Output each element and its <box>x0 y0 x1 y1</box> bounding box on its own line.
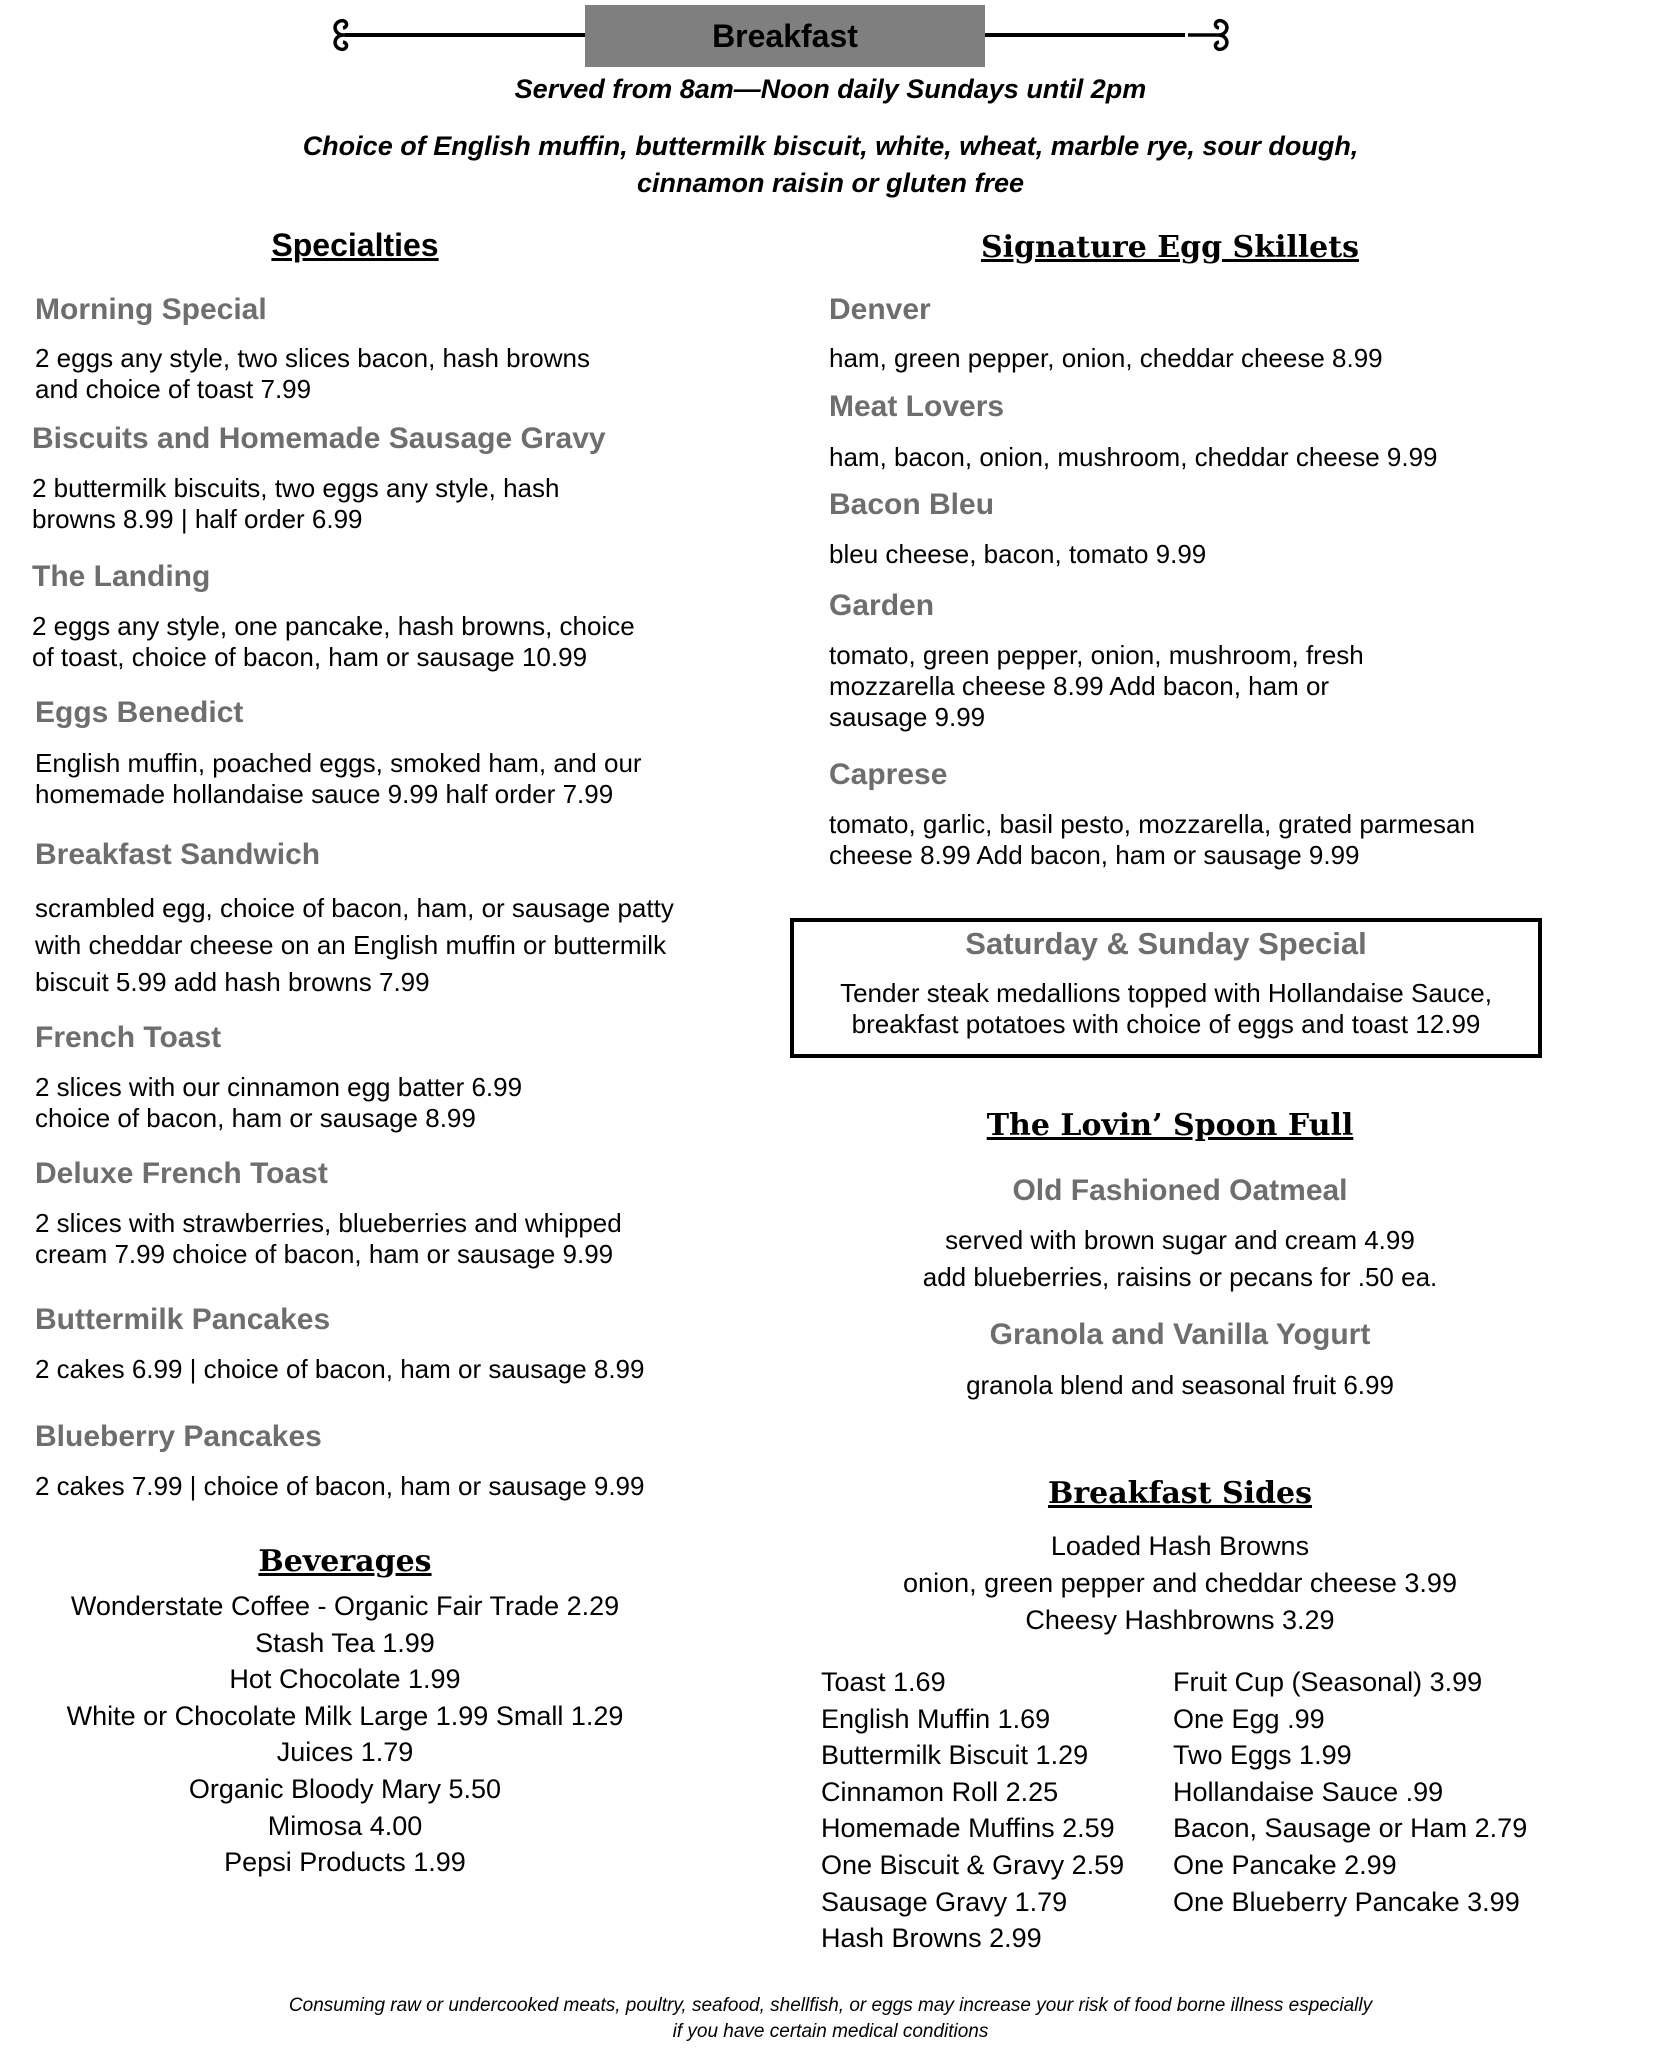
sides-right-list <box>1173 1664 1527 1920</box>
page-title: Breakfast <box>712 17 858 54</box>
item-name: Biscuits and Homemade Sausage Gravy <box>32 422 606 455</box>
list-item: Homemade Muffins 2.59 <box>821 1813 1115 1844</box>
list-item: One Blueberry Pancake 3.99 <box>1173 1886 1520 1917</box>
item-name: French Toast <box>35 1021 222 1054</box>
item-desc: scrambled egg, choice of bacon, ham, or sausage patty with cheddar cheese on an English muffin or buttermilk biscuit 5.99 add hash browns 7.99 <box>35 893 674 997</box>
list-item: Pepsi Products 1.99 <box>224 1847 466 1878</box>
item-name: Denver <box>829 293 931 326</box>
left-flourish-icon <box>322 12 376 58</box>
skillets-heading: Signature Egg Skillets <box>980 230 1360 265</box>
disclaimer-line1: Consuming raw or undercooked meats, poultry, seafood, shellfish, or eggs may increase your risk of food borne illness especially <box>288 1995 1373 2016</box>
item-name: Buttermilk Pancakes <box>35 1303 331 1336</box>
list-item: Juices 1.79 <box>276 1737 414 1768</box>
list-item: Stash Tea 1.99 <box>255 1627 435 1658</box>
item-name: Bacon Bleu <box>829 488 995 521</box>
list-item: One Biscuit & Gravy 2.59 <box>821 1849 1125 1880</box>
granola-name: Granola and Vanilla Yogurt <box>989 1318 1371 1351</box>
sides-heading: Breakfast Sides <box>1047 1476 1313 1511</box>
list-item: Toast 1.69 <box>821 1667 946 1697</box>
item-desc: ham, green pepper, onion, cheddar cheese 8.99 <box>829 343 1383 373</box>
sides-line: Cheesy Hashbrowns 3.29 <box>1025 1605 1335 1635</box>
title-banner <box>585 5 985 67</box>
list-item: Buttermilk Biscuit 1.29 <box>821 1740 1089 1771</box>
bread-choice-line2: cinnamon raisin or gluten free <box>636 168 1025 198</box>
list-item: White or Chocolate Milk Large 1.99 Small 1.29 <box>66 1700 624 1731</box>
list-item: One Egg .99 <box>1173 1703 1325 1734</box>
item-desc: bleu cheese, bacon, tomato 9.99 <box>829 539 1207 569</box>
item-desc: 2 buttermilk biscuits, two eggs any style, hash browns 8.99 | half order 6.99 <box>32 473 560 534</box>
list-item: Two Eggs 1.99 <box>1173 1740 1352 1771</box>
sides-hash-browns <box>790 1528 1570 1639</box>
list-item: English Muffin 1.69 <box>821 1703 1051 1734</box>
item-desc: 2 eggs any style, two slices bacon, hash browns and choice of toast 7.99 <box>35 343 590 404</box>
specialties-heading: Specialties <box>271 227 439 263</box>
item-name: Blueberry Pancakes <box>35 1420 322 1453</box>
disclaimer <box>0 1993 1661 2045</box>
bread-choice <box>0 128 1661 202</box>
list-item: Organic Bloody Mary 5.50 <box>188 1773 502 1804</box>
list-item: Hash Browns 2.99 <box>821 1923 1042 1954</box>
weekend-special-title: Saturday & Sunday Special <box>965 926 1367 961</box>
list-item: Sausage Gravy 1.79 <box>821 1886 1068 1917</box>
list-item: Hollandaise Sauce .99 <box>1173 1776 1444 1807</box>
item-desc: 2 slices with strawberries, blueberries and whipped cream 7.99 choice of bacon, ham or sausage 9.99 <box>35 1208 622 1269</box>
item-desc: 2 cakes 7.99 | choice of bacon, ham or sausage 9.99 <box>35 1471 645 1501</box>
item-desc: tomato, garlic, basil pesto, mozzarella, grated parmesan cheese 8.99 Add bacon, ham or sausage 9.99 <box>829 809 1475 870</box>
item-name: Meat Lovers <box>829 390 1005 423</box>
bread-choice-line1: Choice of English muffin, buttermilk biscuit, white, wheat, marble rye, sour dough, <box>302 131 1359 161</box>
sides-line: Loaded Hash Browns <box>1050 1531 1310 1561</box>
oatmeal-desc: served with brown sugar and cream 4.99 add blueberries, raisins or pecans for .50 ea. <box>922 1225 1438 1292</box>
spoon-full-heading: The Lovin’ Spoon Full <box>986 1108 1354 1143</box>
oatmeal-name: Old Fashioned Oatmeal <box>1012 1174 1348 1207</box>
beverages-heading: Beverages <box>258 1544 432 1579</box>
item-name: Eggs Benedict <box>35 696 244 729</box>
list-item: Hot Chocolate 1.99 <box>229 1664 461 1695</box>
disclaimer-line2: if you have certain medical conditions <box>672 2021 989 2042</box>
item-desc: tomato, green pepper, onion, mushroom, fresh mozzarella cheese 8.99 Add bacon, ham or sausage 9.99 <box>829 640 1364 732</box>
weekend-special-desc: Tender steak medallions topped with Hollandaise Sauce, breakfast potatoes with choice of eggs and toast 12.99 <box>840 978 1492 1039</box>
list-item: One Pancake 2.99 <box>1173 1849 1397 1880</box>
item-name: Morning Special <box>35 293 267 326</box>
served-hours: Served from 8am—Noon daily Sundays until 2pm <box>514 74 1147 104</box>
item-name: Deluxe French Toast <box>35 1157 328 1190</box>
item-desc: English muffin, poached eggs, smoked ham, and our homemade hollandaise sauce 9.99 half order 7.99 <box>35 748 642 809</box>
list-item: Fruit Cup (Seasonal) 3.99 <box>1173 1667 1483 1697</box>
item-name: Garden <box>829 589 935 622</box>
item-desc: 2 slices with our cinnamon egg batter 6.99 choice of bacon, ham or sausage 8.99 <box>35 1072 523 1133</box>
right-flourish-icon <box>1186 12 1240 58</box>
sides-left-list <box>821 1664 1124 1957</box>
list-item: Cinnamon Roll 2.25 <box>821 1776 1059 1807</box>
item-desc: 2 eggs any style, one pancake, hash browns, choice of toast, choice of bacon, ham or sausage 10.99 <box>32 611 635 672</box>
granola-desc: granola blend and seasonal fruit 6.99 <box>966 1370 1394 1400</box>
list-item: Bacon, Sausage or Ham 2.79 <box>1173 1813 1528 1844</box>
beverages-list <box>30 1588 660 1881</box>
list-item: Mimosa 4.00 <box>267 1810 423 1841</box>
item-name: Caprese <box>829 758 948 791</box>
item-desc: 2 cakes 6.99 | choice of bacon, ham or sausage 8.99 <box>35 1354 645 1384</box>
item-desc: ham, bacon, onion, mushroom, cheddar cheese 9.99 <box>829 442 1438 472</box>
sides-line: onion, green pepper and cheddar cheese 3.99 <box>903 1568 1457 1598</box>
item-name: The Landing <box>32 560 211 593</box>
list-item: Wonderstate Coffee - Organic Fair Trade 2.29 <box>70 1591 620 1621</box>
item-name: Breakfast Sandwich <box>35 838 321 871</box>
